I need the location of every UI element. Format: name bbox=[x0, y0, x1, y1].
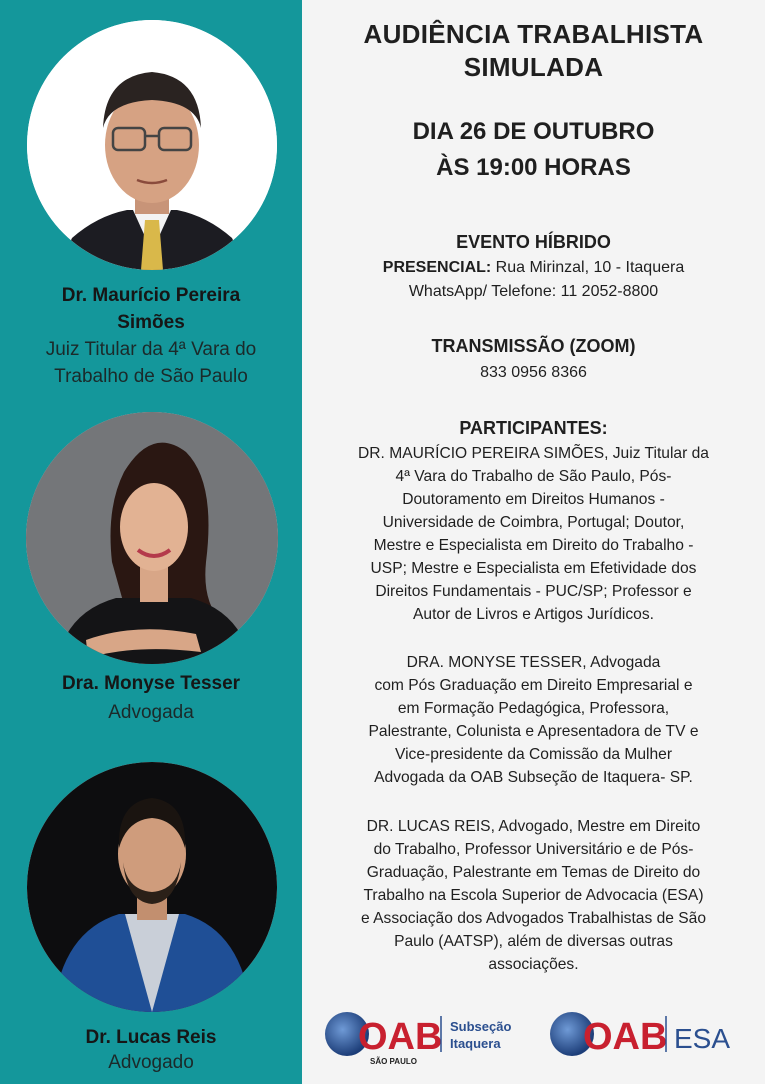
speaker-photo-monyse bbox=[26, 412, 278, 664]
itaquera-text: Itaquera bbox=[450, 1036, 501, 1051]
stream-heading: TRANSMISSÃO (ZOOM) bbox=[431, 336, 636, 356]
esa-text: ESA bbox=[674, 1023, 731, 1054]
bio-monyse: DRA. MONYSE TESSER, Advogada com Pós Graduação em Direito Empresarial e em Formação Pedagógica, Professora, Palestrante, Colunista e Apresentadora de TV e Vice-presidente da Comissão da Mulher Advogada da OAB Subseção de Itaquera- SP. bbox=[368, 654, 699, 786]
speaker-name-mauricio: Dr. Maurício Pereira Simões bbox=[61, 285, 241, 333]
speaker-role-monyse: Advogada bbox=[108, 702, 194, 723]
bio-lucas: DR. LUCAS REIS, Advogado, Mestre em Direito do Trabalho, Professor Universitário e de Pós- Graduação, Palestrante em Temas de Direito do Trabalho na Escola Superior de Advocacia (ESA) e Associação dos Advogados Trabalhistas de São Paulo (AATSP), além de diversas outras associações. bbox=[360, 818, 707, 973]
speaker-role-lucas: Advogado bbox=[108, 1052, 194, 1073]
event-title: AUDIÊNCIA TRABALHISTA SIMULADA bbox=[363, 19, 704, 82]
speaker-photo-mauricio bbox=[27, 20, 277, 270]
presencial-line: PRESENCIAL: Rua Mirinzal, 10 - Itaquera bbox=[382, 259, 685, 276]
oab-subsecao-logo bbox=[324, 1008, 524, 1070]
oab-esa-logo bbox=[548, 1008, 744, 1064]
event-date: DIA 26 DE OUTUBRO ÀS 19:00 HORAS bbox=[412, 118, 655, 181]
bio-mauricio: DR. MAURÍCIO PEREIRA SIMÕES, Juiz Titular da 4ª Vara do Trabalho de São Paulo, Pós- Doutoramento em Direitos Humanos - Universidade de Coimbra, Portugal; Doutor, Mestre e Especialista em Direito do Trabalho - USP; Mestre e Especialista em Efetividade dos Direitos Fundamentais - PUC/SP; Professor e Autor de Livros e Artigos Jurídicos. bbox=[358, 445, 709, 623]
contact-line: WhatsApp/ Telefone: 11 2052-8800 bbox=[408, 283, 659, 300]
subsecao-text: Subseção bbox=[450, 1019, 512, 1034]
speaker-name-lucas: Dr. Lucas Reis bbox=[85, 1027, 217, 1048]
speaker-name-monyse: Dra. Monyse Tesser bbox=[61, 673, 241, 694]
oab-sub-text: SÃO PAULO bbox=[370, 1057, 417, 1066]
speakers-panel bbox=[0, 0, 302, 1084]
oab-logo-text: OAB bbox=[358, 1016, 443, 1058]
speaker-role-mauricio: Juiz Titular da 4ª Vara do Trabalho de São Paulo bbox=[45, 339, 257, 387]
participants-heading: PARTICIPANTES: bbox=[459, 418, 608, 438]
oab-esa-logo-text: OAB bbox=[583, 1016, 668, 1058]
speaker-photo-lucas bbox=[27, 762, 277, 1012]
event-info-panel bbox=[302, 0, 765, 1084]
zoom-id: 833 0956 8366 bbox=[480, 364, 587, 381]
event-format-heading: EVENTO HÍBRIDO bbox=[456, 232, 611, 252]
